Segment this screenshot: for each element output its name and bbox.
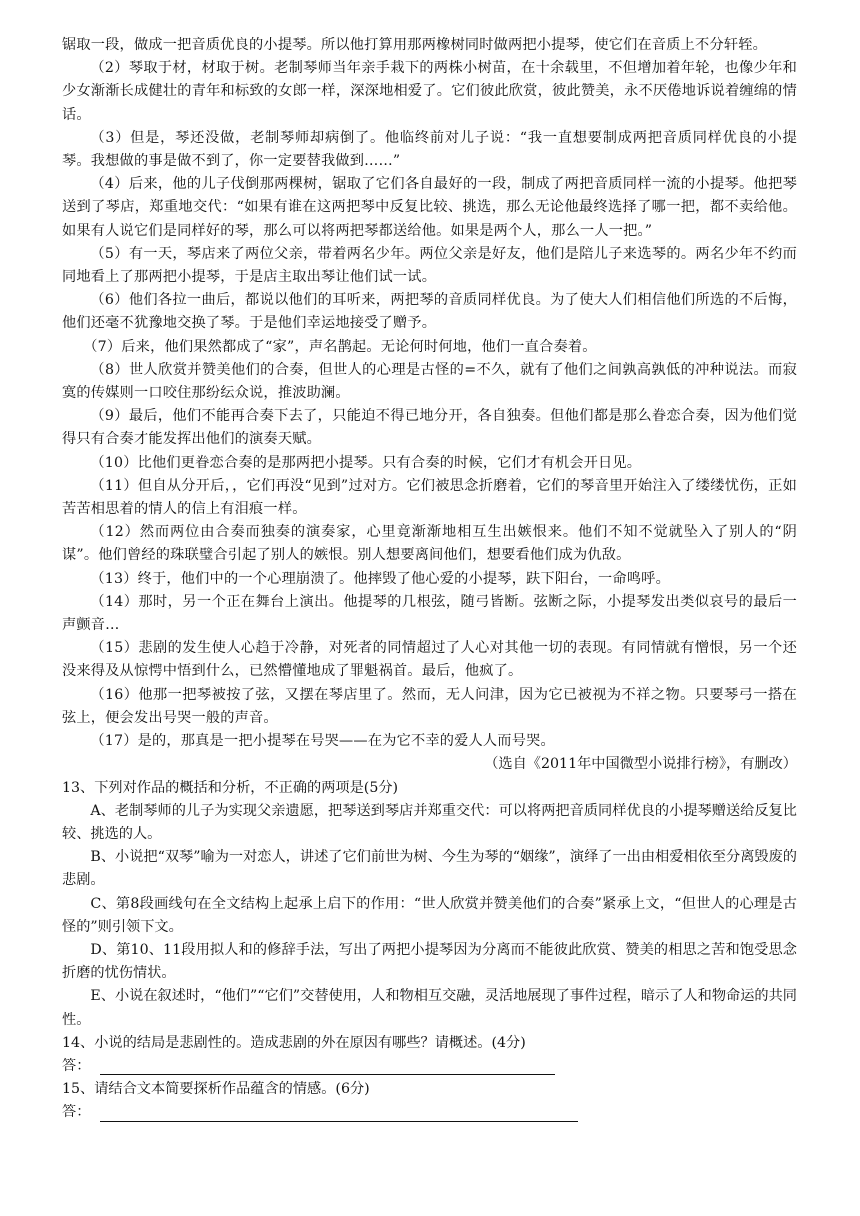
passage-paragraph-2: （2）琴取于材，材取于树。老制琴师当年亲手栽下的两株小树苗，在十余载里，不但增加着年轮，也像少年和少女渐渐长成健壮的青年和标致的女郎一样，深深地相爱了。它们彼此欣赏，彼此赞美，永不厌倦地诉说着缠绵的情话。 (62, 60, 797, 123)
answer-label: 答： (62, 1057, 91, 1074)
passage-source: （选自《2011年中国微型小说排行榜》，有删改） (484, 756, 797, 773)
passage-paragraph-8: （8）世人欣赏并赞美他们的合奏，但世人的心理是古怪的=不久，就有了他们之间孰高孰低的冲种说法。而寂寞的传媒则一口咬住那纷纭众说，推波助澜。 (62, 361, 797, 402)
passage-paragraph-12: （12）然而两位由合奏而独奏的演奏家，心里竟渐渐地相互生出嫉恨来。他们不知不觉就坠入了别人的“阴谋”。他们曾经的珠联璧合引起了别人的嫉恨。别人想要离间他们，想要看他们成为仇敌。 (62, 524, 797, 564)
answer-line (100, 1074, 555, 1075)
passage-paragraph-16: （16）他那一把琴被按了弦，又摆在琴店里了。然而，无人问津，因为它已被视为不祥之物。只要琴弓一搭在弦上，便会发出号哭一般的声音。 (62, 686, 797, 726)
question-14-answer-area[interactable] (62, 1055, 797, 1078)
question-15-answer-area[interactable] (62, 1101, 797, 1124)
question-15-stem: 15、请结合文本简要探析作品蕴含的情感。(6分) (62, 1081, 370, 1098)
passage-paragraph-3: （3）但是，琴还没做，老制琴师却病倒了。他临终前对儿子说：“我一直想要制成两把音质同样优良的小提琴。我想做的事是做不到了，你一定要替我做到……” (62, 129, 797, 170)
passage-paragraph-5: （5）有一天，琴店来了两位父亲，带着两名少年。两位父亲是好友，他们是陪儿子来选琴的。两名少年不约而同地看上了那两把小提琴，于是店主取出琴让他们试一试。 (62, 245, 797, 286)
passage-paragraph-4: （4）后来，他的儿子伐倒那两棵树，锯取了它们各自最好的一段，制成了两把音质同样一流的小提琴。他把琴送到了琴店，郑重地交代：“如果有谁在这两把琴中反复比较、挑选，那么无论他最终选择了哪一把，都不卖给他。如果有人说它们是同样好的琴，那么可以将两把琴都送给他。如果是两个人，那么一人一把。” (62, 176, 797, 239)
question-14-stem: 14、小说的结局是悲剧性的。造成悲剧的外在原因有哪些？请概述。(4分) (62, 1034, 526, 1051)
passage-paragraph-10: （10）比他们更眷恋合奏的是那两把小提琴。只有合奏的时候，它们才有机会开日见。 (90, 454, 642, 471)
question-13-option-b: B、小说把“双琴”喻为一对恋人，讲述了它们前世为树、今生为琴的“姻缘”，演绎了一出由相爱相依至分离毁废的悲剧。 (62, 849, 797, 889)
question-13-option-c: C、第8段画线句在全文结构上起承上启下的作用：“世人欣赏并赞美他们的合奏”紧承上文，“但世人的心理是古怪的”则引领下文。 (62, 895, 797, 935)
passage-paragraph-11: （11）但自从分开后，，它们再没“见到”过对方。它们被思念折磨着，它们的琴音里开始注入了缕缕忧伤，正如苦苦相思着的情人的信上有泪痕一样。 (62, 477, 797, 518)
document-page (62, 34, 797, 1125)
passage-paragraph-continued: 锯取一段，做成一把音质优良的小提琴。所以他打算用那两橡树同时做两把小提琴，使它们在音质上不分轩轾。 (62, 37, 767, 53)
passage-paragraph-13: （13）终于，他们中的一个心理崩溃了。他摔毁了他心爱的小提琴，趺下阳台，一命鸣呼。 (90, 570, 670, 587)
passage-paragraph-6: （6）他们各拉一曲后，都说以他们的耳听来，两把琴的音质同样优良。为了使大人们相信他们所选的不后悔，他们还毫不犹豫地交换了琴。于是他们幸运地接受了赠予。 (62, 292, 797, 332)
answer-label: 答： (62, 1104, 91, 1121)
passage-paragraph-9: （9）最后，他们不能再合奏下去了，只能迫不得已地分开，各自独奏。但他们都是那么眷恋合奏，因为他们觉得只有合奏才能发挥出他们的演奏天赋。 (62, 408, 797, 448)
question-13-option-a: A、老制琴师的儿子为实现父亲遗愿，把琴送到琴店并郑重交代：可以将两把音质同样优良的小提琴赠送给反复比较、挑选的人。 (62, 802, 797, 842)
passage-paragraph-15: （15）悲剧的发生使人心趋于冷静，对死者的同情超过了人心对其他一切的表现。有同情就有憎恨，另一个还没来得及从惊愕中悟到什么，已然懵懂地成了罪魁祸首。最后，他疯了。 (62, 640, 797, 680)
passage-paragraph-7: （7）后来，他们果然都成了“家”，声名鹊起。无论何时何地，他们一直合奏着。 (83, 338, 597, 355)
question-13-option-d: D、第10、11段用拟人和的修辞手法，写出了两把小提琴因为分离而不能彼此欣赏、赞美的相思之苦和饱受思念折磨的忧伤情状。 (62, 941, 797, 982)
question-13-option-e: E、小说在叙述时，“他们”“它们”交替使用，人和物相互交融，灵活地展现了事件过程，暗示了人和物命运的共同性。 (62, 988, 797, 1028)
answer-line (100, 1121, 578, 1122)
passage-paragraph-14: （14）那时，另一个正在舞台上演出。他提琴的几根弦，随弓皆断。弦断之际，小提琴发出类似哀号的最后一声颤音… (62, 593, 797, 634)
passage-paragraph-17: （17）是的，那真是一把小提琴在号哭——在为它不幸的爱人人而号哭。 (90, 733, 555, 750)
question-13-stem: 13、下列对作品的概括和分析，不正确的两项是(5分) (62, 779, 399, 796)
